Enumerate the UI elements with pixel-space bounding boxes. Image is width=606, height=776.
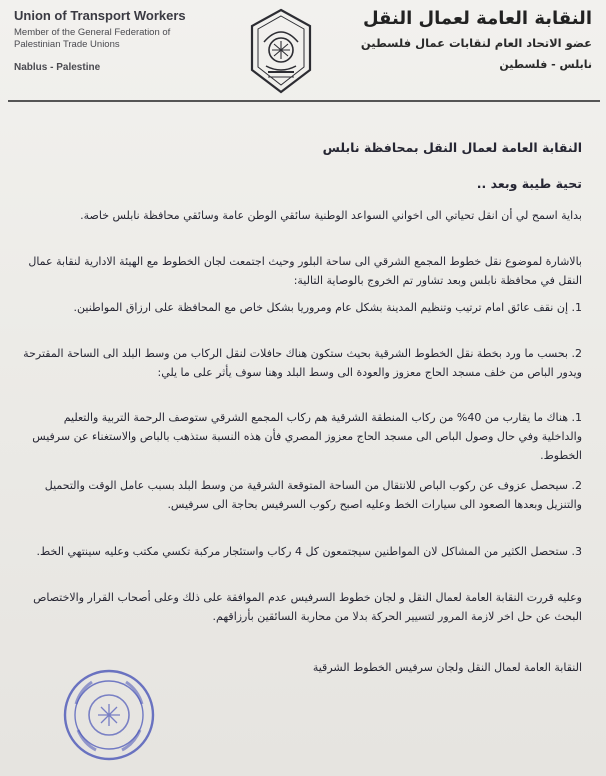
recipient: النقابة العامة لعمال النقل بمحافظة نابلس: [322, 140, 582, 155]
location-ar: نابلس - فلسطين: [499, 58, 592, 71]
letterhead-divider: [8, 100, 600, 102]
point-1: 1. إن نقف عائق امام ترتيب وتنظيم المدينة بشكل عام ومروريا بشكل خاص مع المحافظة على ارزاق المواطنين.: [73, 301, 582, 314]
signature: النقابة العامة لعمال النقل ولجان سرفيس الخطوط الشرقية: [312, 661, 582, 674]
intro-paragraph: [22, 206, 582, 225]
closing: وعليه قررت النقابة العامة لعمال النقل و لجان خطوط السرفيس عدم الموافقة على ذلك وعلى أصحاب القرار والاختصاص البحث عن حل اخر لازمة المرور لتسيير الحركة بدلا من محاربة السائقين بأرزاقهم.: [33, 591, 582, 623]
letterhead-arabic: [292, 6, 592, 74]
point-2: 2. بحسب ما ورد بخطة نقل الخطوط الشرقية بحيث ستكون هناك حافلات لنقل الركاب من وسط البلد الى الساحة المقترحة ويدور الباص من خلف مسجد الحاج معزوز والعودة الى وسط البلد وهنا سوف يأثر على ما يلي:: [23, 347, 582, 379]
org-name-ar: النقابة العامة لعمال النقل: [362, 8, 592, 29]
org-name-en: Union of Transport Workers: [14, 8, 186, 23]
sub-point-1: 1. هناك ما يقارب من 40% من ركاب المنطقة الشرقية هم ركاب المجمع الشرقي ستوصف الرحمة التربية والتعليم والداخلية وفي حال وصول الباص الى مسجد الحاج معزوز المصري فأن هذه النسبة ستذهب بالباص والاستغناء عن سرفيس الخطوط.: [32, 411, 582, 462]
point-2-paragraph: [22, 344, 582, 382]
greeting: تحية طيبة وبعد ..: [476, 176, 582, 191]
reference-paragraph: [22, 252, 582, 290]
letterhead-english: [14, 10, 214, 74]
location-en: Nablus - Palestine: [14, 62, 101, 73]
point-3-paragraph: [22, 542, 582, 561]
point-1-paragraph: [22, 298, 582, 317]
closing-paragraph: [22, 588, 582, 626]
recipient-line: [22, 138, 582, 157]
reference: بالاشارة لموضوع نقل خطوط المجمع الشرقي الى ساحة البلور وحيث اجتمعت لجان الخطوط مع الهيئة الادارية لنقابة عمال النقل في محافظة نابلس وبعد تشاور تم الخروج بالوصاية التالية:: [28, 255, 582, 287]
sub-point-2: 2. سيحصل عزوف عن ركوب الباص للانتقال من الساحة المتوقعة الشرقية من وسط البلد بسبب عامل الوقت والتحميل والتنزيل وبعدها الصعود الى سيارات الخط وعليه اصبح ركوب السرفيس بحاجة الى سرفيس.: [44, 479, 582, 511]
sub-point-2-paragraph: [22, 476, 582, 514]
member-line-en: Member of the General Federation of Palestinian Trade Unions: [14, 27, 171, 50]
member-line-ar: عضو الاتحاد العام لنقابات عمال فلسطين: [360, 36, 592, 50]
sub-point-1-paragraph: [22, 408, 582, 465]
official-seal-icon: [62, 668, 156, 762]
greeting-line: [22, 174, 582, 193]
intro: بداية اسمح لي أن انقل تحياتي الى اخواني السواعد الوطنية سائقي الوطن عامة وسائقي محافظة نابلس خاصة.: [80, 209, 582, 222]
point-3: 3. ستحصل الكثير من المشاكل لان المواطنين سيجتمعون كل 4 ركاب واستئجار مركبة تكسي مكتب وعليه سينتهي الخط.: [36, 545, 582, 558]
